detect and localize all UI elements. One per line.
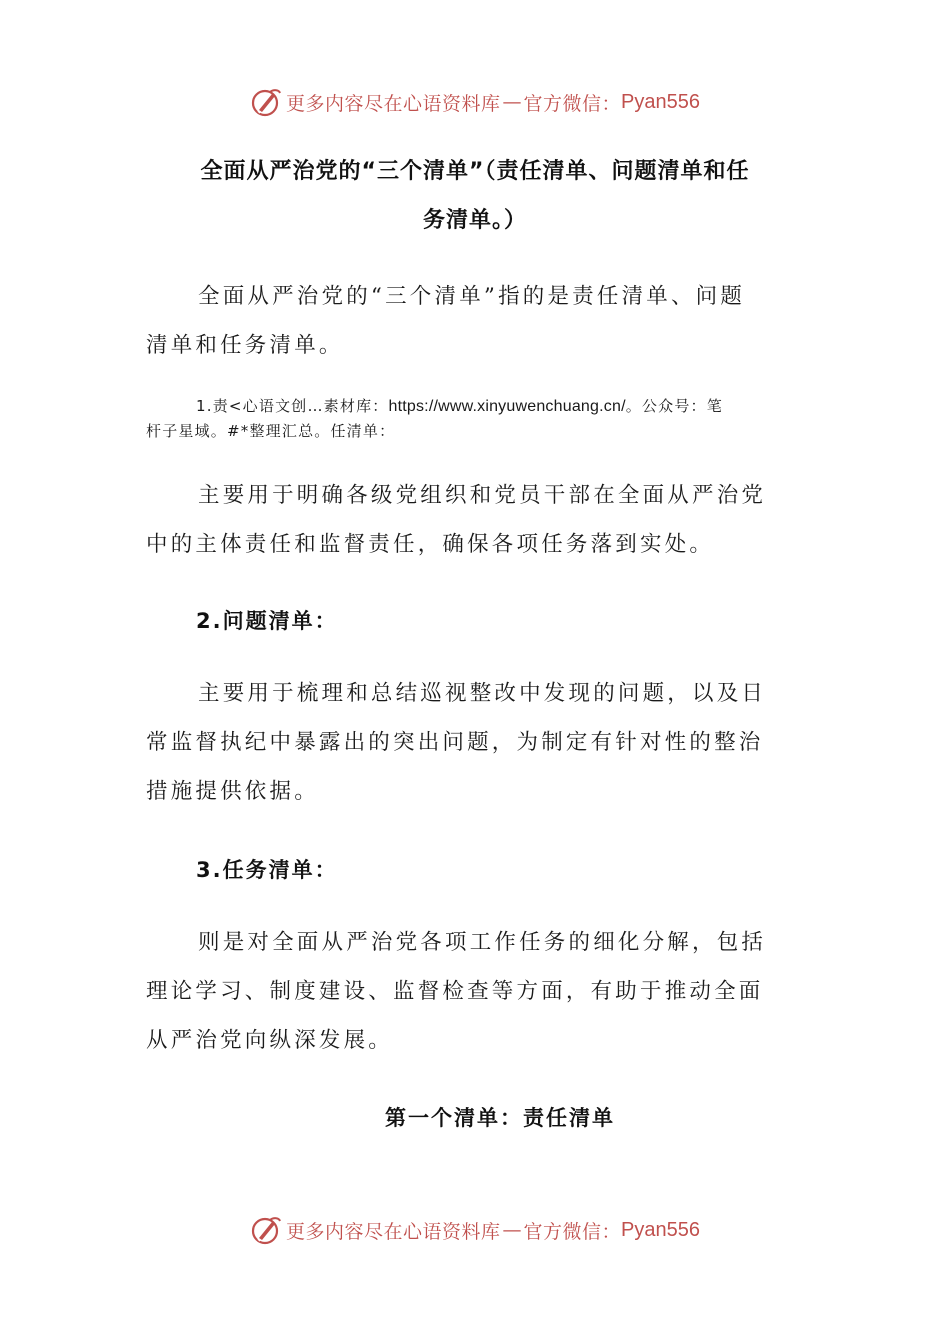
source-note xyxy=(146,394,806,443)
responsibility-line-2: 中的主体责任和监督责任，确保各项任务落到实处。 xyxy=(146,532,715,557)
problem-paragraph xyxy=(146,669,806,816)
problem-line-1: 主要用于梳理和总结巡视整改中发现的问题，以及日 xyxy=(198,681,767,706)
intro-line-2: 清单和任务清单。 xyxy=(146,333,344,358)
source-note-url: https://www.xinyuwenchuang.cn/ xyxy=(388,398,626,415)
problem-line-2: 常监督执纪中暴露出的突出问题，为制定有针对性的整治 xyxy=(146,730,764,755)
watermark-dash: — xyxy=(502,1219,522,1241)
watermark-handle: Pyan556 xyxy=(621,90,700,113)
watermark-text: 更多内容尽在心语资料库 xyxy=(286,1220,501,1243)
task-paragraph xyxy=(146,918,806,1065)
watermark-handle: Pyan556 xyxy=(621,1218,700,1241)
task-list-heading: 3.任务清单： xyxy=(196,858,338,882)
pen-logo-icon xyxy=(250,86,282,118)
responsibility-paragraph xyxy=(146,471,806,569)
problem-line-3: 措施提供依据。 xyxy=(146,779,319,804)
watermark-dash: — xyxy=(502,91,522,113)
problem-list-heading: 2.问题清单： xyxy=(196,609,338,633)
watermark-banner-top xyxy=(0,82,950,122)
task-line-1: 则是对全面从严治党各项工作任务的细化分解，包括 xyxy=(198,930,767,955)
source-note-line-1 xyxy=(146,394,806,419)
pen-logo-icon xyxy=(250,1214,282,1246)
document-title-line-2: 务清单。） xyxy=(422,208,527,233)
source-note-prefix: 1.责<心语文创…素材库： xyxy=(196,397,389,415)
intro-paragraph xyxy=(146,272,806,370)
source-note-suffix: 。公众号：笔 xyxy=(625,397,723,415)
document-title-line-1: 全面从严治党的“三个清单”（责任清单、问题清单和任 xyxy=(200,159,750,184)
responsibility-line-1: 主要用于明确各级党组织和党员干部在全面从严治党 xyxy=(198,483,767,508)
section-heading-responsibility-list: 第一个清单：责任清单 xyxy=(385,1106,615,1130)
task-line-3: 从严治党向纵深发展。 xyxy=(146,1028,394,1053)
task-line-2: 理论学习、制度建设、监督检查等方面，有助于推动全面 xyxy=(146,979,764,1004)
watermark-text: 更多内容尽在心语资料库 xyxy=(286,92,501,115)
watermark-banner-bottom xyxy=(0,1210,950,1250)
watermark-label: 官方微信： xyxy=(523,92,622,115)
source-note-line-2: 杆子星域。#*整理汇总。任清单： xyxy=(146,422,396,440)
intro-line-1: 全面从严治党的“三个清单”指的是责任清单、问题 xyxy=(198,284,746,309)
watermark-label: 官方微信： xyxy=(523,1220,622,1243)
